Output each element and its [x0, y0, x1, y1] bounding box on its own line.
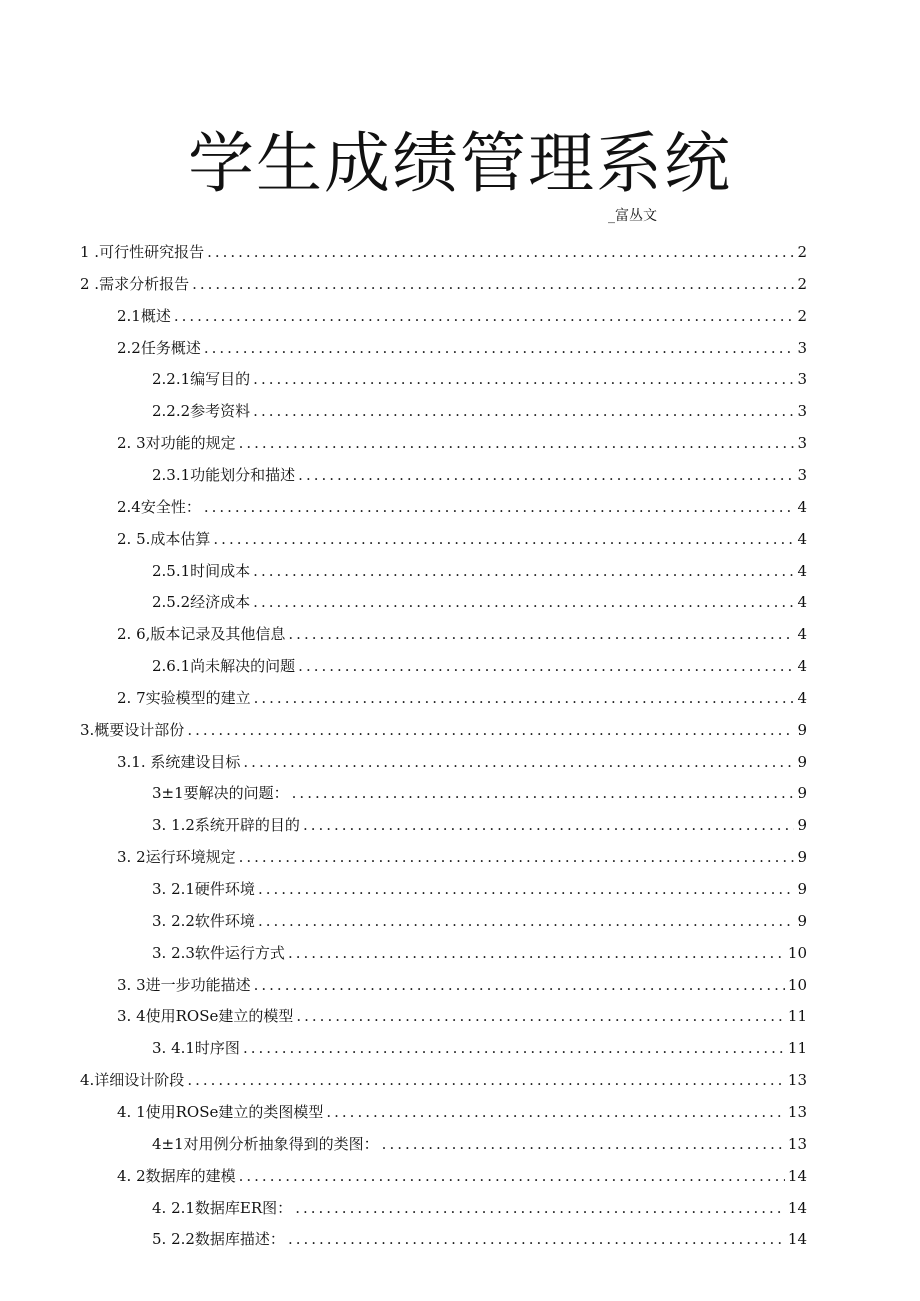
- toc-entry-page: 2: [797, 275, 807, 293]
- toc-entry-page: 2: [797, 243, 807, 261]
- toc-entry[interactable]: [152, 459, 807, 491]
- toc-entry-label: 2.3.1功能划分和描述: [152, 466, 296, 484]
- toc-entry-label: 1 .可行性研究报告: [80, 243, 205, 261]
- toc-entry[interactable]: [152, 363, 807, 395]
- toc-entry-page: 10: [787, 944, 807, 962]
- toc-entry[interactable]: [152, 905, 807, 937]
- toc-entry-label: 3. 2.2软件环境: [152, 912, 255, 930]
- toc-entry[interactable]: [152, 1032, 807, 1064]
- toc-dot-leader: [204, 332, 795, 364]
- toc-entry[interactable]: [117, 491, 807, 523]
- toc-entry-label: 4. 1使用ROSe建立的类图模型: [117, 1103, 324, 1121]
- toc-entry-page: 11: [787, 1007, 807, 1025]
- toc-entry-page: 3: [797, 370, 807, 388]
- toc-entry[interactable]: [117, 1096, 807, 1128]
- toc-entry-page: 14: [787, 1230, 807, 1248]
- toc-entry[interactable]: [80, 236, 807, 268]
- toc-entry-page: 9: [797, 848, 807, 866]
- toc-entry[interactable]: [152, 873, 807, 905]
- toc-dot-leader: [207, 236, 794, 268]
- toc-dot-leader: [288, 1223, 785, 1255]
- toc-dot-leader: [292, 777, 795, 809]
- toc-dot-leader: [254, 969, 785, 1001]
- toc-entry[interactable]: [117, 841, 807, 873]
- toc-entry-label: 4. 2数据库的建模: [117, 1167, 236, 1185]
- toc-dot-leader: [243, 1032, 785, 1064]
- toc-entry-page: 9: [797, 784, 807, 802]
- toc-entry-page: 13: [787, 1103, 807, 1121]
- toc-entry-page: 13: [787, 1135, 807, 1153]
- toc-entry-label: 2.2.1编写目的: [152, 370, 251, 388]
- toc-entry-page: 4: [797, 625, 807, 643]
- toc-entry-label: 2.2任务概述: [117, 339, 201, 357]
- toc-dot-leader: [204, 491, 795, 523]
- toc-entry[interactable]: [117, 746, 807, 778]
- toc-entry-page: 9: [797, 912, 807, 930]
- toc-entry[interactable]: [152, 937, 807, 969]
- toc-entry[interactable]: [152, 1128, 807, 1160]
- toc-dot-leader: [258, 873, 795, 905]
- toc-dot-leader: [296, 1000, 785, 1032]
- toc-dot-leader: [239, 427, 795, 459]
- toc-entry-label: 2.5.2经济成本: [152, 593, 251, 611]
- toc-dot-leader: [253, 586, 794, 618]
- toc-entry[interactable]: [117, 300, 807, 332]
- toc-entry[interactable]: [152, 395, 807, 427]
- toc-dot-leader: [243, 746, 794, 778]
- toc-entry-page: 3: [797, 402, 807, 420]
- toc-entry-label: 3.概要设计部份: [80, 721, 185, 739]
- toc-dot-leader: [187, 1064, 785, 1096]
- toc-entry[interactable]: [152, 555, 807, 587]
- toc-entry-page: 9: [797, 721, 807, 739]
- toc-entry-label: 2 .需求分析报告: [80, 275, 190, 293]
- toc-entry-label: 2. 3对功能的规定: [117, 434, 236, 452]
- toc-dot-leader: [288, 618, 794, 650]
- toc-entry-label: 3. 2.1硬件环境: [152, 880, 255, 898]
- toc-entry-label: 3±1要解决的问题：: [152, 784, 289, 802]
- toc-dot-leader: [192, 268, 794, 300]
- toc-dot-leader: [295, 1192, 785, 1224]
- toc-dot-leader: [288, 937, 785, 969]
- toc-entry[interactable]: [80, 268, 807, 300]
- toc-entry[interactable]: [152, 1192, 807, 1224]
- toc-dot-leader: [187, 714, 794, 746]
- toc-dot-leader: [239, 841, 795, 873]
- toc-entry-label: 3. 3进一步功能描述: [117, 976, 251, 994]
- toc-entry-page: 4: [797, 530, 807, 548]
- toc-dot-leader: [253, 363, 794, 395]
- toc-entry-page: 3: [797, 339, 807, 357]
- toc-entry-label: 2.1概述: [117, 307, 171, 325]
- toc-entry[interactable]: [80, 714, 807, 746]
- toc-entry-label: 3. 2运行环境规定: [117, 848, 236, 866]
- toc-entry-label: 3. 4.1时序图: [152, 1039, 240, 1057]
- toc-entry-label: 2.5.1时间成本: [152, 562, 251, 580]
- toc-entry[interactable]: [117, 427, 807, 459]
- toc-dot-leader: [239, 1160, 785, 1192]
- toc-entry-page: 3: [797, 466, 807, 484]
- toc-entry-label: 3. 1.2系统开辟的目的: [152, 816, 300, 834]
- toc-entry-page: 4: [797, 689, 807, 707]
- toc-dot-leader: [382, 1128, 785, 1160]
- toc-entry-page: 4: [797, 562, 807, 580]
- toc-entry-page: 4: [797, 657, 807, 675]
- toc-entry[interactable]: [152, 586, 807, 618]
- toc-entry-page: 13: [787, 1071, 807, 1089]
- toc-entry[interactable]: [117, 682, 807, 714]
- toc-entry[interactable]: [152, 777, 807, 809]
- toc-dot-leader: [253, 555, 794, 587]
- toc-entry-page: 10: [787, 976, 807, 994]
- toc-dot-leader: [253, 395, 794, 427]
- toc-entry-page: 14: [787, 1199, 807, 1217]
- toc-dot-leader: [213, 523, 794, 555]
- toc-entry[interactable]: [117, 1000, 807, 1032]
- author-name: _富丛文: [608, 208, 657, 224]
- toc-entry-label: 2.2.2参考资料: [152, 402, 251, 420]
- toc-entry-label: 3. 2.3软件运行方式: [152, 944, 285, 962]
- toc-dot-leader: [258, 905, 795, 937]
- toc-entry[interactable]: [152, 650, 807, 682]
- toc-entry-label: 4. 2.1数据库ER图：: [152, 1199, 293, 1217]
- toc-dot-leader: [326, 1096, 785, 1128]
- toc-entry[interactable]: [80, 1064, 807, 1096]
- toc-entry-label: 3.1. 系统建设目标: [117, 753, 241, 771]
- document-title: 学生成绩管理系统: [188, 125, 732, 203]
- toc-entry[interactable]: [117, 523, 807, 555]
- toc-entry-label: 2. 6,版本记录及其他信息: [117, 625, 286, 643]
- toc-entry-label: 4±1对用例分析抽象得到的类图：: [152, 1135, 379, 1153]
- toc-entry-label: 4.详细设计阶段: [80, 1071, 185, 1089]
- toc-entry-page: 4: [797, 498, 807, 516]
- toc-entry-page: 11: [787, 1039, 807, 1057]
- toc-entry-label: 2. 5.成本估算: [117, 530, 211, 548]
- toc-entry[interactable]: [152, 1223, 807, 1255]
- toc-entry-page: 9: [797, 816, 807, 834]
- toc-entry-label: 3. 4使用ROSe建立的模型: [117, 1007, 294, 1025]
- toc-dot-leader: [254, 682, 795, 714]
- toc-entry[interactable]: [117, 1160, 807, 1192]
- toc-entry[interactable]: [117, 332, 807, 364]
- toc-entry-label: 2. 7实验模型的建立: [117, 689, 251, 707]
- toc-entry-page: 14: [787, 1167, 807, 1185]
- toc-dot-leader: [174, 300, 795, 332]
- toc-entry-page: 3: [797, 434, 807, 452]
- toc-dot-leader: [298, 650, 794, 682]
- toc-entry-page: 4: [797, 593, 807, 611]
- toc-entry[interactable]: [117, 969, 807, 1001]
- toc-entry-label: 5. 2.2数据库描述：: [152, 1230, 285, 1248]
- toc-entry[interactable]: [117, 618, 807, 650]
- toc-entry-label: 2.4安全性：: [117, 498, 201, 516]
- toc-entry-page: 2: [797, 307, 807, 325]
- toc-entry[interactable]: [152, 809, 807, 841]
- toc-dot-leader: [303, 809, 795, 841]
- toc-entry-page: 9: [797, 753, 807, 771]
- toc-entry-page: 9: [797, 880, 807, 898]
- toc-entry-label: 2.6.1尚未解决的问题: [152, 657, 296, 675]
- toc-dot-leader: [298, 459, 794, 491]
